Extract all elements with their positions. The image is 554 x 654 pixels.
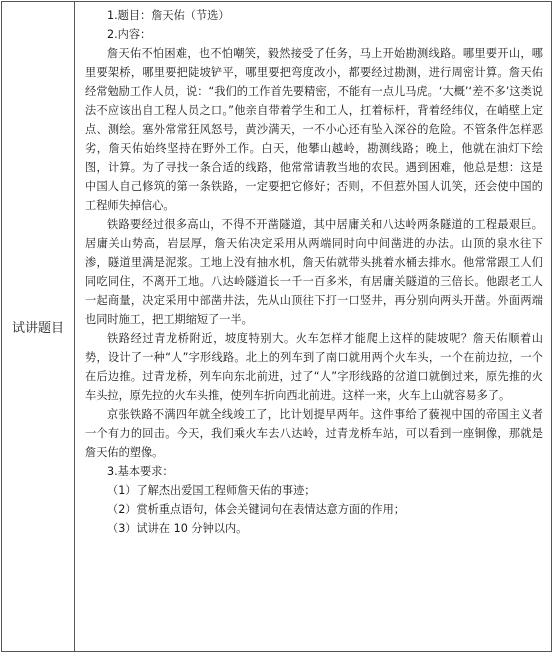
paragraph-3: 铁路经过青龙桥附近，坡度特别大。火车怎样才能爬上这样的陡坡呢？詹天佑顺着山势，设计了一种“人”字形线路。北上的列车到了南口就用两个火车头，一个在前边拉，一个在后边推。过青龙桥，列车向东北前进，过了“人”字形线路的岔道口就倒过来，原先推的火车头拉，原先拉的火车头推，使列车折向西北前进。这样一来，火车上山就容易多了。 [85, 332, 543, 402]
row-label: 试讲题目 [11, 321, 64, 336]
title-line: 1.题目：詹天佑（节选） [107, 9, 230, 22]
requirements-heading: 3.基本要求： [107, 465, 174, 478]
label-cell [2, 2, 75, 651]
paragraph-1: 詹天佑不怕困难，也不怕嘲笑，毅然接受了任务，马上开始勘测线路。哪里要开山，哪里要架桥，哪里要把陡坡铲平，哪里要把弯度改小，都要经过勘测，进行周密计算。詹天佑经常勉励工作人员，说：“我们的工作首先要精密，不能有一点儿马虎。‘大概’‘差不多’这类说法不应该出自工程人员之口。”他亲自带着学生和工人，扛着标杆，背着经纬仪，在峭壁上定点、测绘。塞外常常狂风怒号，黄沙满天，一不小心还有坠入深谷的危险。不管条件怎样恶劣，詹天佑始终坚持在野外工作。白天，他攀山越岭，勘测线路；晚上，他就在油灯下绘图，计算。为了寻找一条合适的线路，他常常请教当地的农民。遇到困难，他总是想：这是中国人自己修筑的第一条铁路，一定要把它修好；否则，不但惹外国人讥笑，还会使中国的工程师失掉信心。 [85, 47, 543, 212]
requirement-2: （2）赏析重点语句，体会关键词句在表情达意方面的作用； [107, 503, 405, 516]
requirement-3: （3）试讲在 10 分钟以内。 [107, 522, 248, 535]
content-cell [75, 2, 551, 651]
requirement-1: （1）了解杰出爱国工程师詹天佑的事迹； [107, 484, 316, 497]
paragraph-4: 京张铁路不满四年就全线竣工了，比计划提早两年。这件事给了藐视中国的帝国主义者一个有力的回击。今天，我们乘火车去八达岭，过青龙桥车站，可以看到一座铜像，那就是詹天佑的塑像。 [85, 408, 543, 459]
paragraph-2: 铁路要经过很多高山，不得不开凿隧道，其中居庸关和八达岭两条隧道的工程最艰巨。居庸关山势高，岩层厚，詹天佑决定采用从两端同时向中间凿进的办法。山顶的泉水往下渗，隧道里满是泥浆。工地上没有抽水机，詹天佑就带头挑着水桶去排水。他常常跟工人们同吃同住，不离开工地。八达岭隧道长一千一百多米，有居庸关隧道的三倍长。他跟老工人一起商量，决定采用中部凿井法，先从山顶往下打一口竖井，再分别向两头开凿。外面两端也同时施工，把工期缩短了一半。 [85, 218, 543, 326]
content-heading: 2.内容： [107, 28, 152, 41]
exam-table [1, 1, 552, 652]
